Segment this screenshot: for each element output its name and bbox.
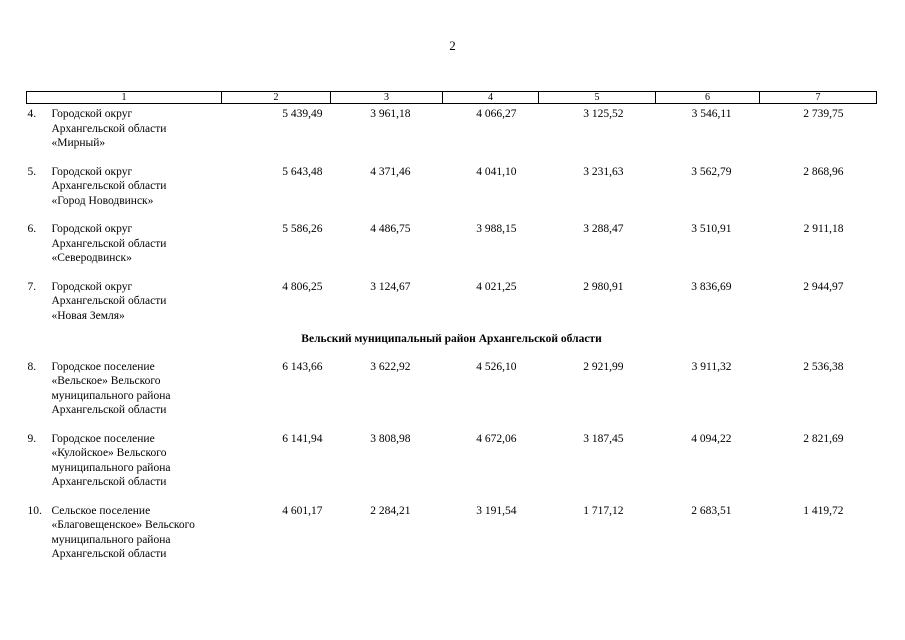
value-cell: 3 836,69: [691, 280, 732, 293]
value-cell: 6 141,94: [282, 432, 323, 445]
value-cell: 5 643,48: [282, 165, 323, 178]
value-cell: 4 041,10: [476, 165, 517, 178]
value-cell: 3 961,18: [370, 108, 411, 120]
row-number: 6.: [27, 223, 37, 235]
value-cell: 3 124,67: [370, 280, 411, 293]
value-cell: 3 288,47: [583, 223, 624, 235]
row-number: 10.: [27, 504, 42, 517]
table-row: [27, 104, 877, 151]
value-cell: 3 187,45: [583, 432, 624, 445]
value-cell: 3 808,98: [370, 432, 411, 445]
value-cell: 2 868,96: [803, 165, 844, 178]
value-cell: 2 739,75: [803, 108, 844, 120]
data-table: [26, 91, 877, 562]
table-row: [27, 504, 877, 562]
column-header: 2: [222, 92, 331, 104]
value-cell: 1 419,72: [803, 504, 844, 517]
value-cell: 3 231,63: [583, 165, 624, 178]
value-cell: 3 546,11: [691, 108, 732, 120]
row-name: Городской округ Архангельской области «Город Новодвинск»: [51, 165, 167, 207]
value-cell: 2 536,38: [803, 360, 844, 373]
value-cell: 3 911,32: [691, 360, 732, 373]
column-header: 5: [539, 92, 656, 104]
value-cell: 3 510,91: [691, 223, 732, 235]
row-label-cell: [27, 165, 222, 209]
table-row: [27, 432, 877, 490]
value-cell: 2 980,91: [583, 280, 624, 293]
page-number: 2: [449, 38, 456, 53]
row-number: 4.: [27, 108, 37, 120]
value-cell: 4 094,22: [691, 432, 732, 445]
section-row: [27, 323, 877, 360]
row-label-cell: [27, 104, 222, 151]
value-cell: 3 125,52: [583, 108, 624, 120]
value-cell: 3 988,15: [476, 223, 517, 235]
value-cell: 2 944,97: [803, 280, 844, 293]
row-label-cell: [27, 504, 222, 562]
value-cell: 4 806,25: [282, 280, 323, 293]
value-cell: 6 143,66: [282, 360, 323, 373]
table-row: [27, 222, 877, 266]
table-row: [27, 280, 877, 324]
section-title: Вельский муниципальный район Архангельской области: [301, 333, 602, 345]
row-name: Городской округ Архангельской области «Северодвинск»: [51, 223, 167, 264]
row-number: 9.: [27, 432, 37, 445]
column-header: 6: [656, 92, 760, 104]
row-label-cell: [27, 432, 222, 490]
value-cell: 4 672,06: [476, 432, 517, 445]
column-header: 3: [331, 92, 443, 104]
value-cell: 2 683,51: [691, 504, 732, 517]
header-row: [27, 92, 877, 104]
column-header: 7: [760, 92, 877, 104]
table-row: [27, 360, 877, 418]
column-header: 1: [27, 92, 222, 104]
value-cell: 5 586,26: [282, 223, 323, 235]
value-cell: 3 191,54: [476, 504, 517, 517]
value-cell: 2 284,21: [370, 504, 411, 517]
row-number: 7.: [27, 280, 37, 293]
row-label-cell: [27, 280, 222, 324]
row-name: Городское поселение «Вельское» Вельского муниципального района Архангельской области: [51, 360, 171, 416]
value-cell: 4 526,10: [476, 360, 517, 373]
row-label-cell: [27, 360, 222, 418]
value-cell: 2 821,69: [803, 432, 844, 445]
value-cell: 3 622,92: [370, 360, 411, 373]
value-cell: 3 562,79: [691, 165, 732, 178]
row-number: 5.: [27, 165, 37, 178]
row-name: Сельское поселение «Благовещенское» Вельского муниципального района Архангельской области: [51, 504, 195, 560]
value-cell: 2 921,99: [583, 360, 624, 373]
row-name: Городское поселение «Кулойское» Вельского муниципального района Архангельской области: [51, 432, 171, 488]
value-cell: 4 066,27: [476, 108, 517, 120]
table-row: [27, 165, 877, 209]
row-number: 8.: [27, 360, 37, 373]
row-label-cell: [27, 222, 222, 266]
column-header: 4: [443, 92, 539, 104]
value-cell: 5 439,49: [282, 108, 323, 120]
value-cell: 2 911,18: [803, 223, 844, 235]
value-cell: 4 021,25: [476, 280, 517, 293]
value-cell: 1 717,12: [583, 504, 624, 517]
value-cell: 4 371,46: [370, 165, 411, 178]
row-name: Городской округ Архангельской области «Мирный»: [51, 108, 167, 149]
value-cell: 4 486,75: [370, 223, 411, 235]
value-cell: 4 601,17: [282, 504, 323, 517]
row-name: Городской округ Архангельской области «Новая Земля»: [51, 280, 167, 322]
